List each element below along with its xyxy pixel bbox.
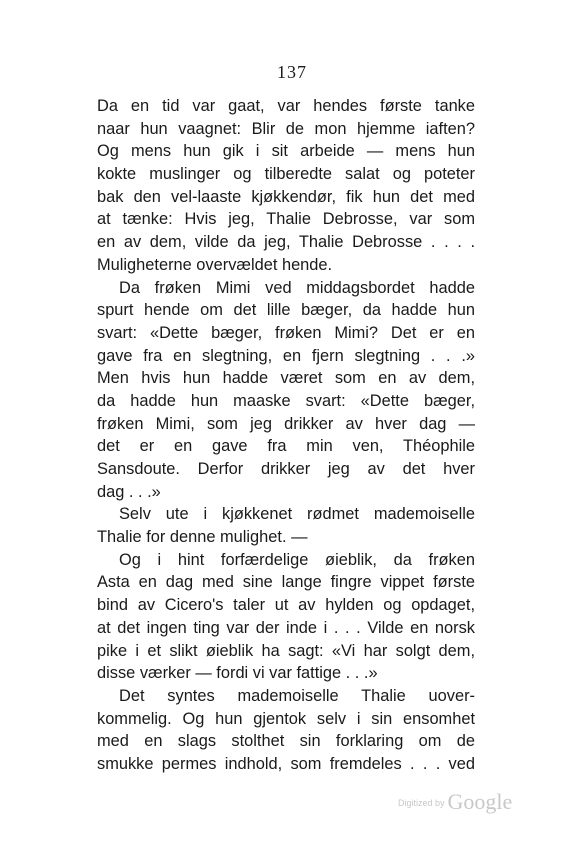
text-line: Da en tid var gaat, var hendes første tanke <box>97 97 475 115</box>
text-line: Og mens hun gik i sit arbeide — mens hun <box>97 142 475 161</box>
text-line: Thalie for denne mulighet. — <box>97 528 308 547</box>
text-line: bind av Cicero's taler ut av hylden og opdaget, <box>97 596 475 615</box>
text-line: Selv ute i kjøkkenet rødmet mademoiselle <box>119 505 475 524</box>
digitized-watermark <box>398 789 513 819</box>
text-line: Men hvis hun hadde været som en av dem, <box>97 369 475 388</box>
text-line: gave fra en slegtning, en fjern slegtning . . .» <box>97 346 475 365</box>
text-line: dag . . .» <box>97 482 161 501</box>
text-line: kokte muslinger og tilberedte salat og poteter <box>97 165 475 184</box>
text-line: kommelig. Og hun gjentok selv i sin ensomhet <box>97 709 475 728</box>
text-line: smukke permes indhold, som fremdeles . . . ved <box>97 754 475 773</box>
text-line: naar hun vaagnet: Blir de mon hjemme iaften? <box>97 119 475 138</box>
text-line: Sansdoute. Derfor drikker jeg av det hver <box>97 460 475 478</box>
body-text <box>97 95 475 776</box>
text-line: Det syntes mademoiselle Thalie uover- <box>119 686 475 705</box>
text-line: Og i hint forfærdelige øieblik, da frøken <box>119 550 475 569</box>
text-line: frøken Mimi, som jeg drikker av hver dag — <box>97 414 475 433</box>
text-line: en av dem, vilde da jeg, Thalie Debrosse . . . . <box>97 233 475 252</box>
text-line: da hadde hun maaske svart: «Dette bæger, <box>97 391 475 410</box>
text-line: Muligheterne overvældet hende. <box>97 255 333 274</box>
text-line: det er en gave fra min ven, Théophile <box>97 437 475 456</box>
text-line: svart: «Dette bæger, frøken Mimi? Det er en <box>97 323 475 342</box>
text-line: med en slags stolthet sin forklaring om de <box>97 732 475 751</box>
text-line: at det ingen ting var der inde i . . . Vilde en norsk <box>97 618 475 637</box>
watermark-prefix: Digitized by <box>398 798 445 808</box>
text-line: pike i et slikt øieblik ha sagt: «Vi har solgt dem, <box>97 641 475 660</box>
text-line: disse værker — fordi vi var fattige . . .» <box>97 664 378 683</box>
google-logo: Google <box>447 789 513 814</box>
text-line: at tænke: Hvis jeg, Thalie Debrosse, var som <box>97 210 475 229</box>
text-line: spurt hende om det lille bæger, da hadde hun <box>97 301 475 320</box>
page-number: 137 <box>277 62 307 82</box>
text-line: Da frøken Mimi ved middagsbordet hadde <box>119 278 475 297</box>
text-line: bak den vel-laaste kjøkkendør, fik hun det med <box>97 187 475 206</box>
text-line: Asta en dag med sine lange fingre vippet første <box>97 573 475 592</box>
